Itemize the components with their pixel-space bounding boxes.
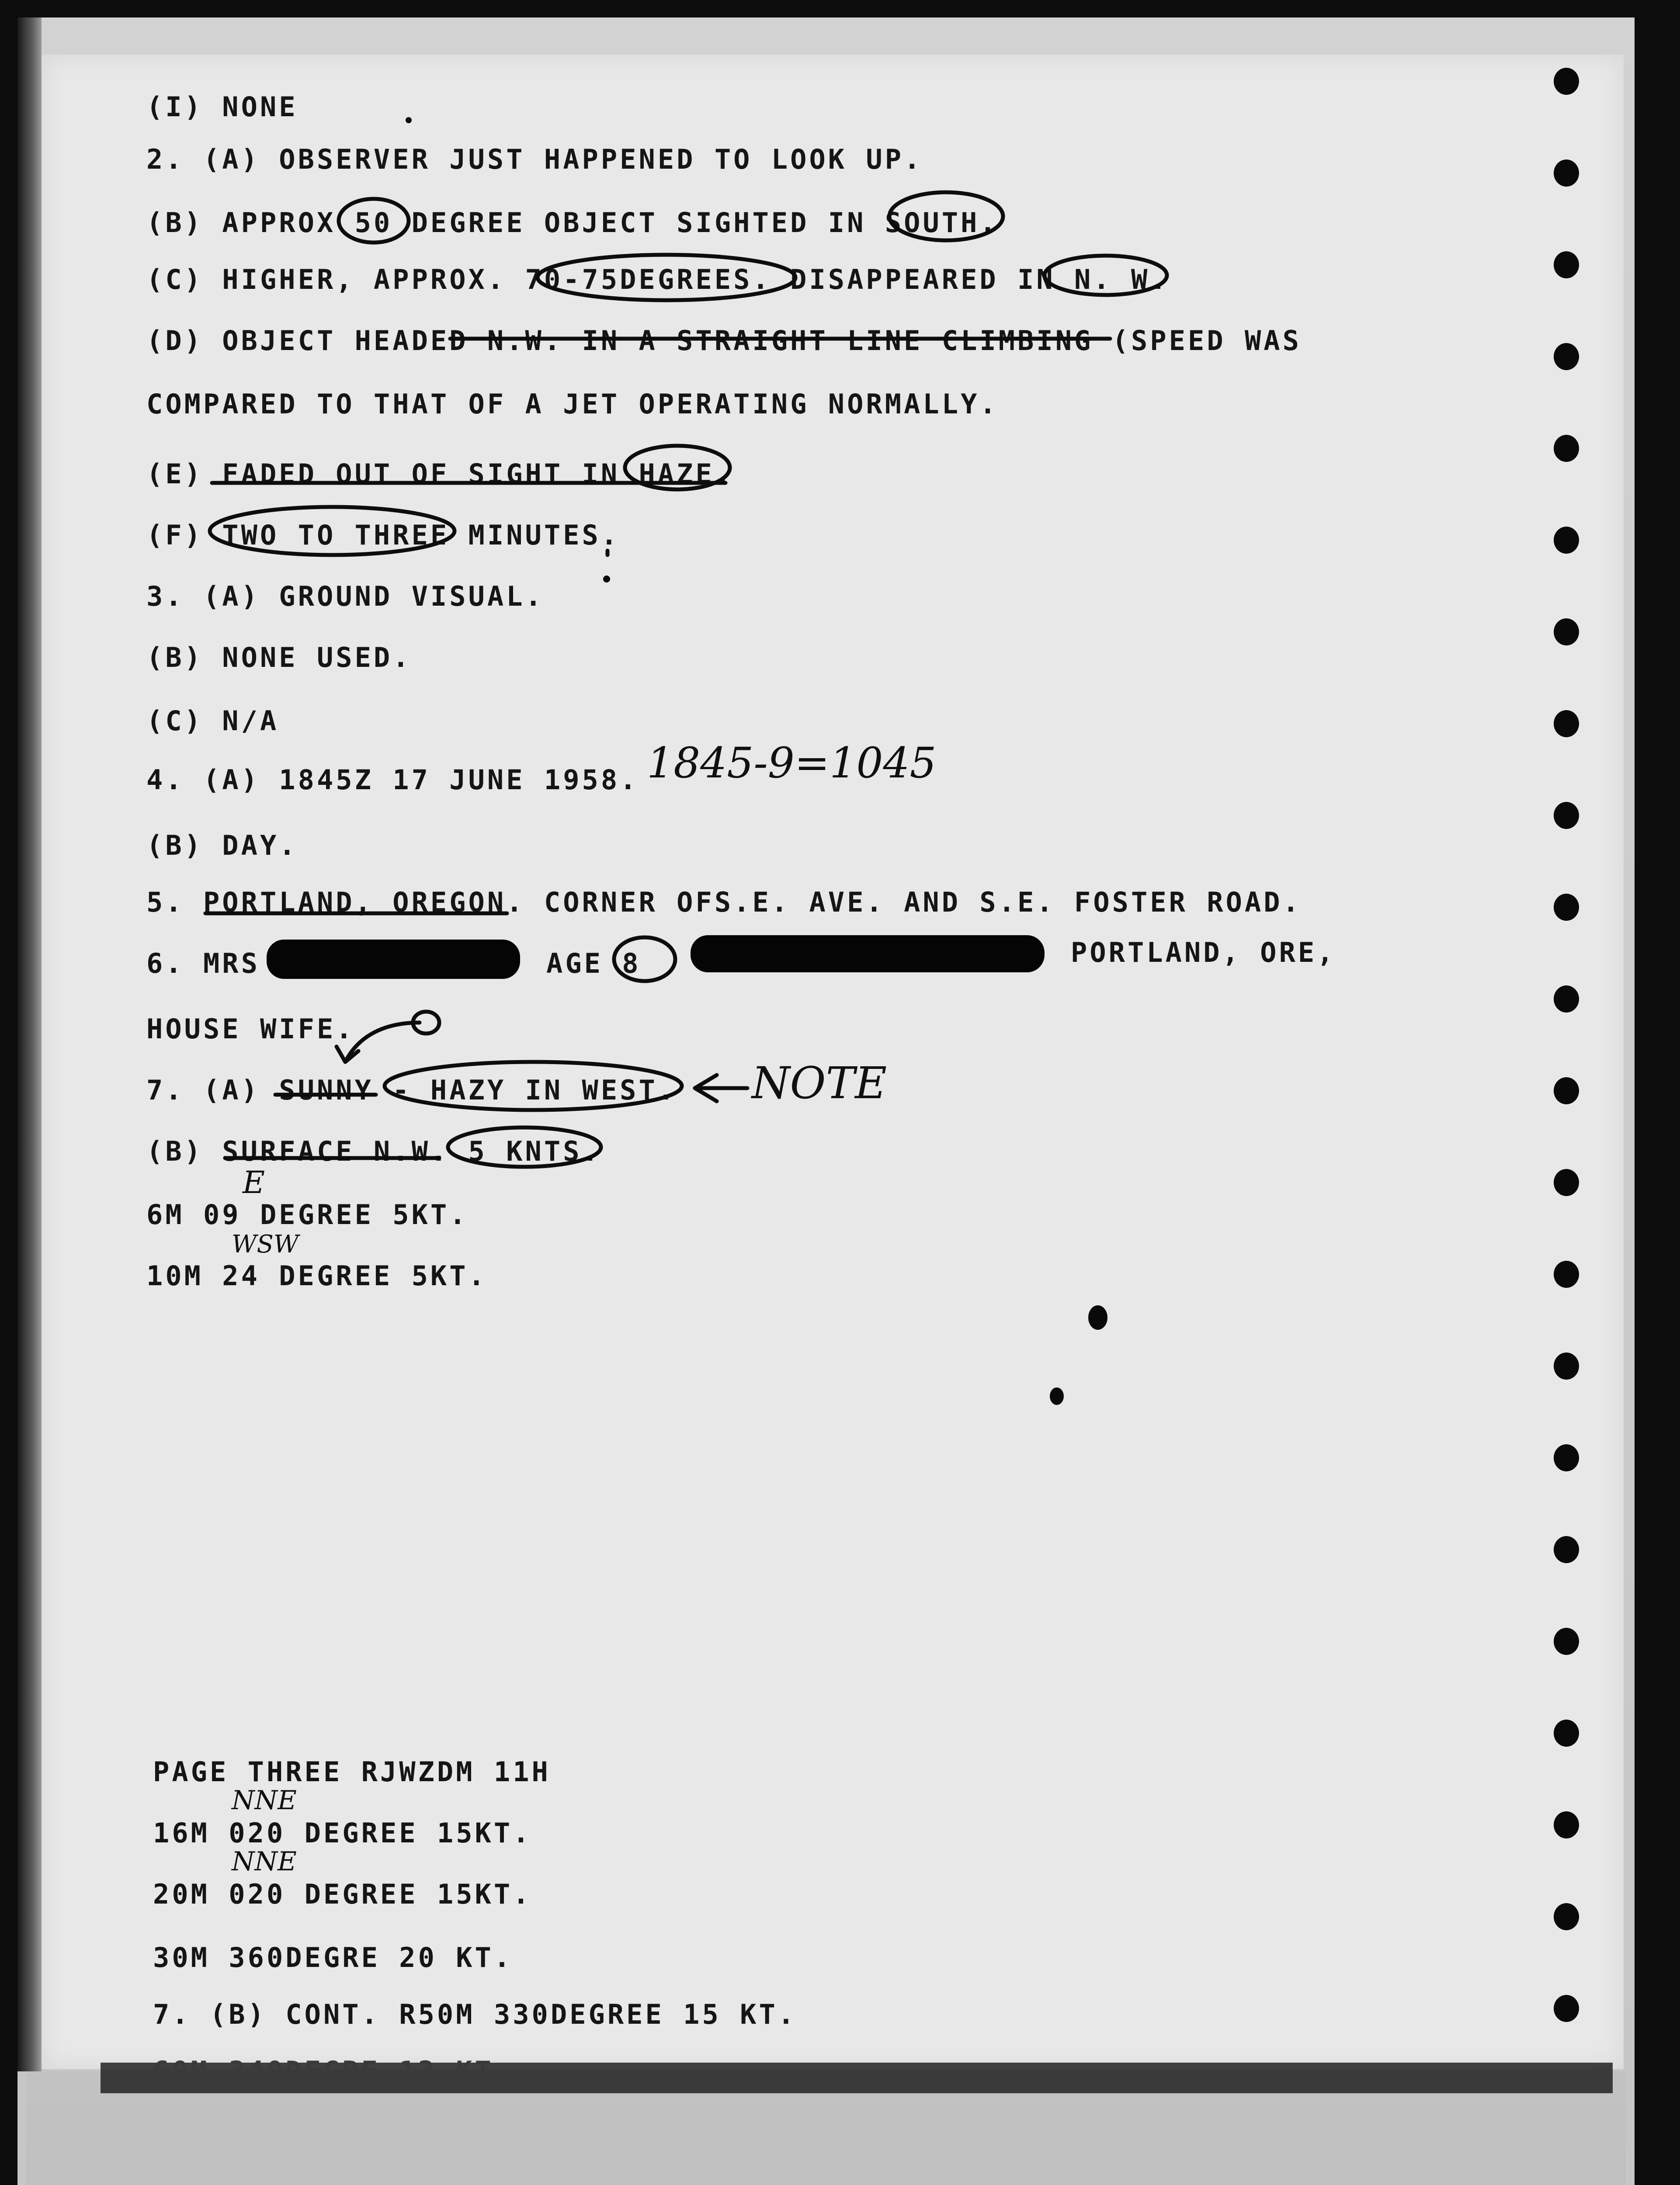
typed-line: (B) DAY.	[146, 829, 298, 861]
typed-line: 10M 24 DEGREE 5KT.	[146, 1260, 487, 1292]
typed-line: 4. (A) 1845Z 17 JUNE 1958.	[146, 764, 639, 796]
typed-line: 60M 340DEGRE 12 KT.	[153, 2055, 513, 2087]
typed-line: (D) OBJECT HEADED N.W. IN A STRAIGHT LINE CLIMBING (SPEED WAS	[146, 325, 1302, 357]
typed-line: COMPARED TO THAT OF A JET OPERATING NORMALLY.	[146, 388, 999, 420]
handwritten-wind-nne: NNE	[232, 1785, 297, 1816]
typed-line: 30M 360DEGRE 20 KT.	[153, 1942, 513, 1973]
typed-line: 5. PORTLAND, OREGON. CORNER OFS.E. AVE. AND S.E. FOSTER ROAD.	[146, 886, 1302, 918]
typed-line: (C) HIGHER, APPROX. 70-75DEGREES. DISAPPEARED IN N. W.	[146, 264, 1169, 295]
typed-line: (B) APPROX 50 DEGREE OBJECT SIGHTED IN SOUTH.	[146, 207, 999, 239]
typed-line: 20M 020 DEGREE 15KT.	[153, 1878, 532, 1910]
typed-line: PAGE THREE RJWZDM 11H	[153, 1756, 551, 1788]
handwritten-wind-nne: NNE	[232, 1846, 297, 1877]
typed-line: 7. (A) SUNNY - HAZY IN WEST.	[146, 1074, 677, 1106]
typed-line: (B) SURFACE N.W. 5 KNTS.	[146, 1135, 601, 1167]
handwritten-wind-e: E	[243, 1165, 265, 1200]
handwritten-note: NOTE	[752, 1058, 887, 1109]
typed-line: 16M 020 DEGREE 15KT.	[153, 1817, 532, 1849]
typed-line: 6. MRS	[146, 947, 260, 979]
typed-line: 2. (A) OBSERVER JUST HAPPENED TO LOOK UP.	[146, 143, 923, 175]
handwritten-wind-wsw: WSW	[232, 1230, 299, 1259]
handwritten-time-calc: 1845-9=1045	[647, 739, 937, 787]
typed-line: PORTLAND, ORE,	[1071, 936, 1336, 968]
typed-line: (I) NONE	[146, 91, 298, 123]
typed-line: (B) NONE USED.	[146, 642, 412, 673]
typed-line: (F) TWO TO THREE MINUTES.	[146, 519, 620, 551]
typed-line: 7. (B) CONT. R50M 330DEGREE 15 KT.	[153, 1998, 797, 2030]
typed-line: (C) N/A	[146, 705, 279, 737]
typed-line: HOUSE WIFE.	[146, 1013, 355, 1045]
typed-line: 6M 09 DEGREE 5KT.	[146, 1199, 469, 1231]
typed-line: 3. (A) GROUND VISUAL.	[146, 580, 544, 612]
typed-line: (E) FADED OUT OF SIGHT IN HAZE.	[146, 458, 734, 490]
typed-line: AGE 8	[546, 947, 641, 979]
